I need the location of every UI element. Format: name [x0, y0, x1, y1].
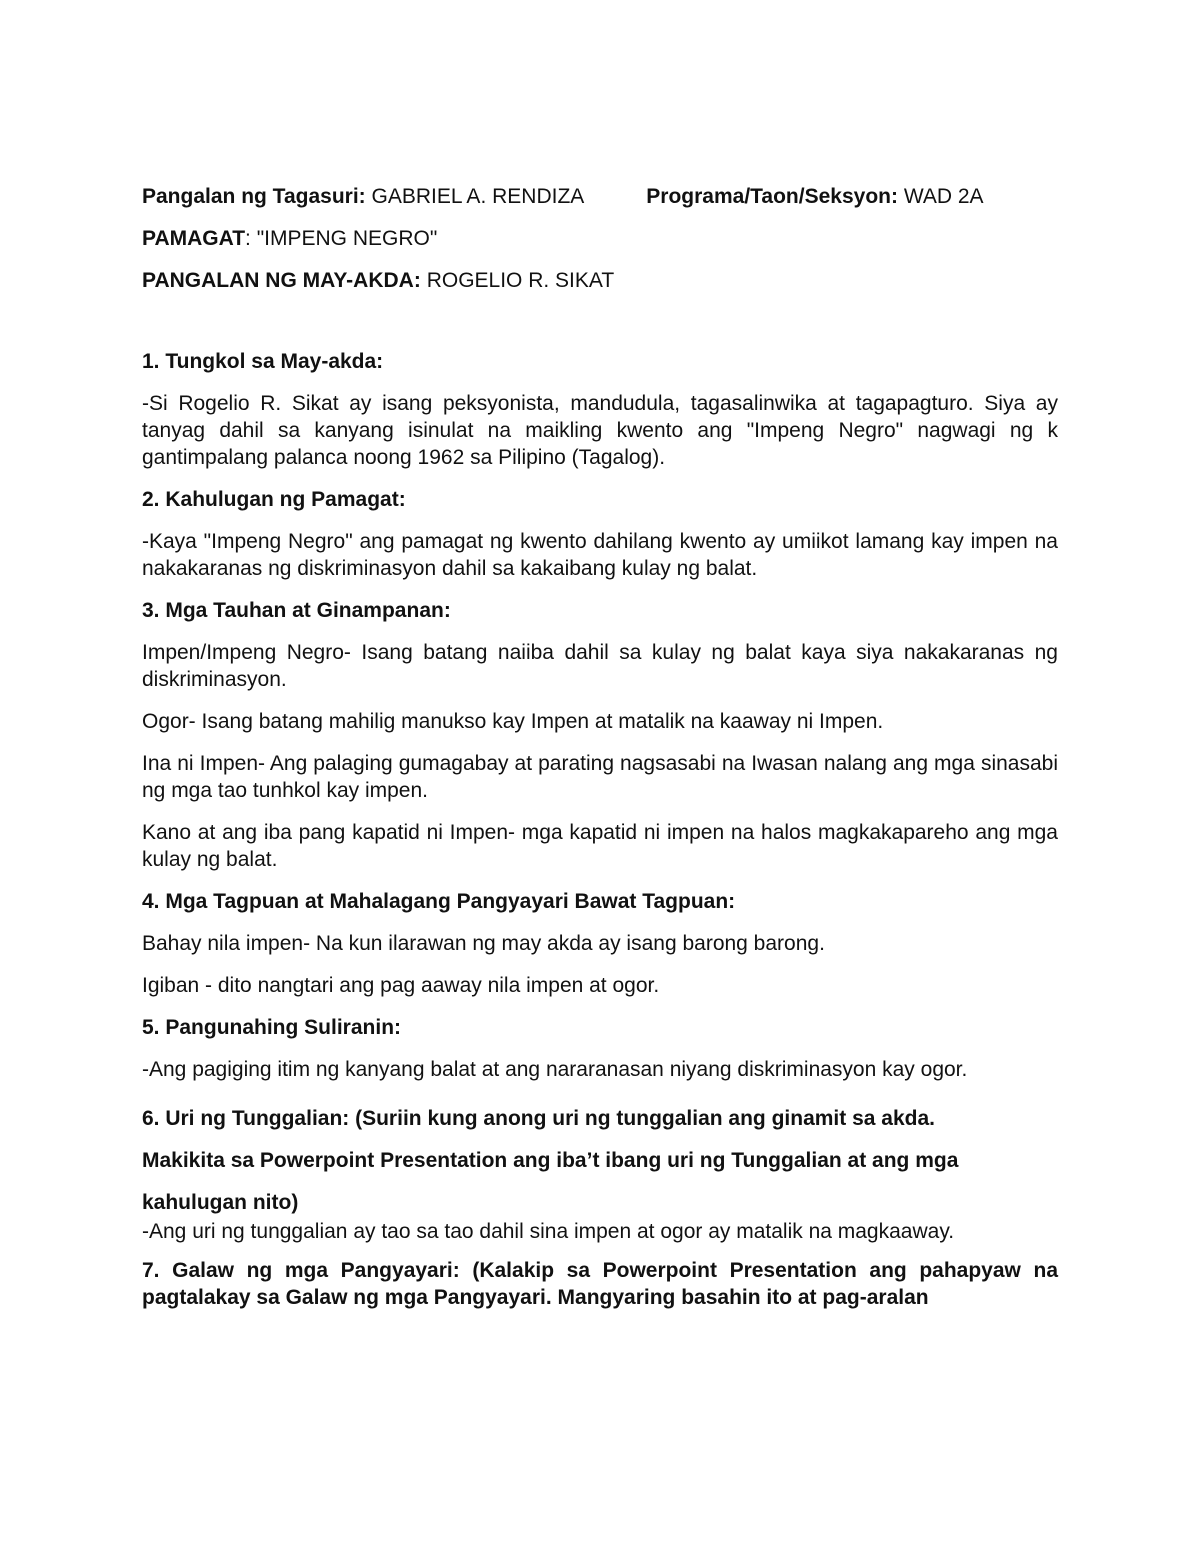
reviewer-label: Pangalan ng Tagasuri:: [142, 185, 366, 208]
author-value: ROGELIO R. SIKAT: [426, 269, 615, 292]
author-label: PANGALAN NG MAY-AKDA:: [142, 269, 421, 292]
section-6-body: -Ang uri ng tunggalian ay tao sa tao dahil sina impen at ogor ay matalik na magkaaway.: [142, 1220, 955, 1243]
section-5-heading: 5. Pangunahing Suliranin:: [142, 1016, 402, 1039]
section-6-heading-line-1: 6. Uri ng Tunggalian: (Suriin kung anong uri ng tunggalian ang ginamit sa akda.: [142, 1107, 935, 1130]
section-5-body: -Ang pagiging itim ng kanyang balat at ang nararanasan niyang diskriminasyon kay ogor.: [142, 1058, 968, 1081]
reviewer-line: [142, 183, 1058, 210]
section-7-heading: 7. Galaw ng mga Pangyayari: (Kalakip sa Powerpoint Presentation ang pahapyaw na pagtalakay sa Galaw ng mga Pangyayari. Mangyaring basahin ito at pag-aralan: [142, 1259, 1058, 1309]
section-3-heading: 3. Mga Tauhan at Ginampanan:: [142, 599, 451, 622]
program-value: WAD 2A: [903, 185, 984, 208]
setting-igiban: Igiban - dito nangtari ang pag aaway nila impen at ogor.: [142, 974, 660, 997]
reviewer-value: GABRIEL A. RENDIZA: [371, 185, 585, 208]
character-impen: Impen/Impeng Negro- Isang batang naiiba dahil sa kulay ng balat kaya siya nakakaranas ng diskriminasyon.: [142, 641, 1058, 691]
section-4-heading: 4. Mga Tagpuan at Mahalagang Pangyayari Bawat Tagpuan:: [142, 890, 736, 913]
setting-bahay: Bahay nila impen- Na kun ilarawan ng may akda ay isang barong barong.: [142, 932, 825, 955]
program-label: Programa/Taon/Seksyon:: [646, 185, 898, 208]
title-value: : "IMPENG NEGRO": [245, 227, 438, 250]
character-ina: Ina ni Impen- Ang palaging gumagabay at parating nagsasabi na Iwasan nalang ang mga sinasabi ng mga tao tunhkol kay impen.: [142, 752, 1058, 802]
section-1-heading: 1. Tungkol sa May-akda:: [142, 350, 384, 373]
section-1-body: -Si Rogelio R. Sikat ay isang peksyonista, mandudula, tagasalinwika at tagapagturo. Siya ay tanyag dahil sa kanyang isinulat na maikling kwento ang "Impeng Negro" nagwagi ng k gantimpalang palanca noong 1962 sa Pilipino (Tagalog).: [142, 392, 1058, 469]
title-label: PAMAGAT: [142, 227, 246, 250]
section-6-heading-line-2: Makikita sa Powerpoint Presentation ang iba’t ibang uri ng Tunggalian at ang mga: [142, 1149, 959, 1172]
document-body: [142, 183, 1058, 1311]
title-line: [142, 225, 1058, 252]
section-2-heading: 2. Kahulugan ng Pamagat:: [142, 488, 406, 511]
character-kano: Kano at ang iba pang kapatid ni Impen- mga kapatid ni impen na halos magkakapareho ang mga kulay ng balat.: [142, 821, 1058, 871]
author-line: [142, 267, 1058, 294]
section-2-body: -Kaya "Impeng Negro" ang pamagat ng kwento dahilang kwento ay umiikot lamang kay impen na nakakaranas ng diskriminasyon dahil sa kakaibang kulay ng balat.: [142, 530, 1058, 580]
character-ogor: Ogor- Isang batang mahilig manukso kay Impen at matalik na kaaway ni Impen.: [142, 710, 884, 733]
section-6-heading-line-3: kahulugan nito): [142, 1191, 299, 1214]
